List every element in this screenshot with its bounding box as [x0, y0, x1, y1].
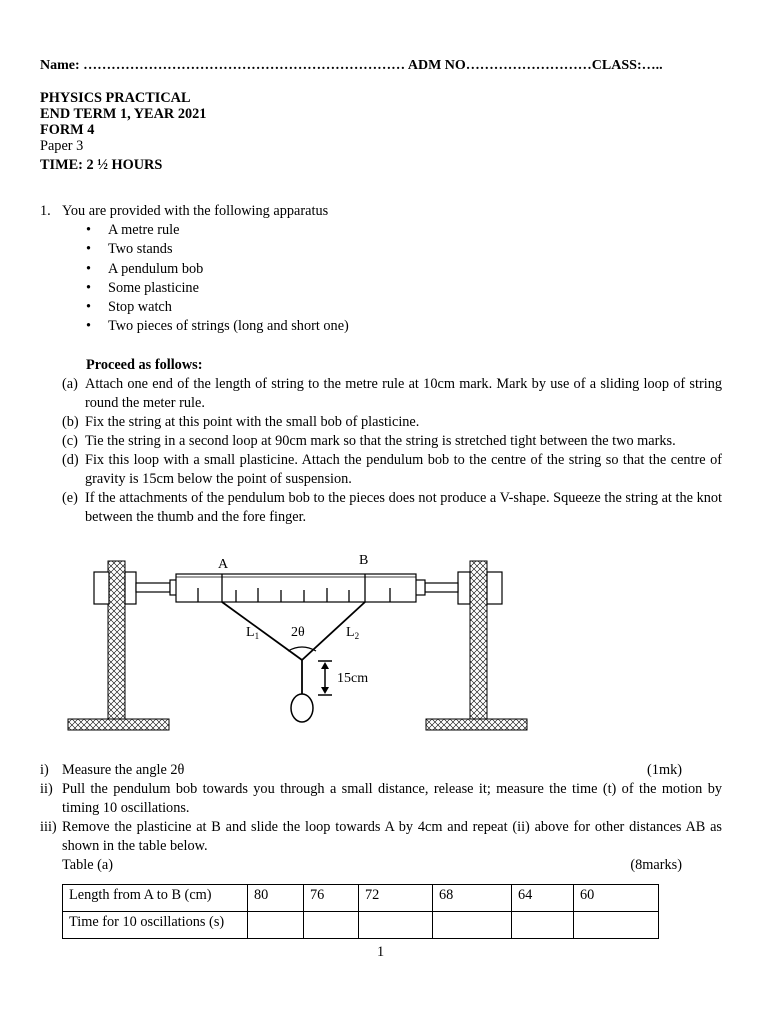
page-number: 1 — [377, 944, 385, 960]
bullet-icon: • — [86, 260, 92, 277]
table-cell: 68 — [433, 885, 512, 912]
row-header: Length from A to B (cm) — [63, 885, 248, 912]
table-cell: 64 — [512, 885, 574, 912]
student-details-line: Name: …………………………………………………………… ADM NO………………………CLASS:….. — [40, 58, 663, 73]
procedure-step: (c) Tie the string in a second loop at 90cm mark so that the string is stretched tight between the two marks. — [62, 433, 676, 449]
list-item: • Two stands — [86, 241, 173, 258]
metre-rule — [176, 574, 416, 602]
list-item: • Two pieces of strings (long and short one) — [86, 318, 349, 335]
table-row — [63, 912, 659, 939]
table-cell[interactable] — [359, 912, 433, 939]
bullet-icon: • — [86, 279, 92, 296]
marks-label: (1mk) — [647, 762, 682, 778]
table-cell: 60 — [574, 885, 659, 912]
question-parts — [40, 761, 722, 875]
marks-label: (8marks) — [630, 857, 682, 873]
exam-paper: Paper 3 — [40, 138, 84, 154]
question-number: 1. — [40, 203, 51, 219]
bullet-icon: • — [86, 222, 92, 238]
procedure-step: (d) Fix this loop with a small plasticine. Attach the pendulum bob to the centre of the string so that the centre of gravity is 15cm below the point of suspension. — [62, 452, 722, 487]
left-stand — [68, 561, 186, 730]
exam-form: FORM 4 — [40, 122, 95, 138]
pendulum-bob — [291, 694, 313, 722]
table-cell[interactable] — [304, 912, 359, 939]
l1-label: $L_1$ — [246, 625, 260, 641]
question-part: iii) Remove the plasticine at B and slide the loop towards A by 4cm and repeat (ii) above for other distances AB as shown in the table below. — [40, 819, 722, 854]
procedure-step: (e) If the attachments of the pendulum bob to the pieces does not produce a V-shape. Squeeze the string at the knot between the thumb and the fore finger. — [62, 490, 722, 525]
table-cell: 76 — [304, 885, 359, 912]
question-part: ii) Pull the pendulum bob towards you through a small distance, release it; measure the time (t) of the motion by timing 10 oscillations. — [40, 781, 722, 816]
point-b-label: B — [359, 553, 369, 568]
apparatus-list — [86, 221, 386, 337]
point-a-label: A — [218, 557, 229, 572]
exam-title: PHYSICS PRACTICAL — [40, 90, 191, 106]
l2-label: $L_2$ — [346, 625, 360, 641]
bullet-icon: • — [86, 299, 92, 316]
bullet-icon: • — [86, 318, 92, 335]
row-header: Time for 10 oscillations (s) — [63, 912, 248, 939]
table-cell[interactable] — [574, 912, 659, 939]
apparatus-diagram — [60, 545, 540, 740]
list-item: • A pendulum bob — [86, 260, 204, 277]
right-stand — [408, 561, 527, 730]
question-part: i) Measure the angle 2θ (1mk) — [40, 762, 682, 778]
distance-label: 15cm — [337, 671, 369, 686]
table-cell[interactable] — [248, 912, 304, 939]
table-cell[interactable] — [512, 912, 574, 939]
table-caption: Table (a) — [62, 857, 113, 873]
list-item: • Some plasticine — [86, 279, 199, 296]
table-cell: 72 — [359, 885, 433, 912]
procedure-step: (a) Attach one end of the length of string to the metre rule at 10cm mark. Mark by use of a sliding loop of string round the meter rule. — [62, 376, 722, 411]
procedure-steps — [62, 375, 722, 527]
exam-time: TIME: 2 ½ HOURS — [40, 157, 163, 173]
angle-label: 2θ — [291, 625, 305, 640]
list-item: • A metre rule — [86, 222, 180, 238]
results-table — [62, 884, 659, 939]
proceed-heading: Proceed as follows: — [86, 357, 203, 373]
exam-term: END TERM 1, YEAR 2021 — [40, 106, 207, 122]
question-intro: You are provided with the following apparatus — [62, 203, 329, 219]
bullet-icon: • — [86, 241, 92, 258]
table-cell: 80 — [248, 885, 304, 912]
procedure-step: (b) Fix the string at this point with the small bob of plasticine. — [62, 414, 420, 430]
distance-arrow — [318, 661, 332, 695]
table-row — [63, 885, 659, 912]
table-caption-row — [40, 856, 722, 875]
list-item: • Stop watch — [86, 299, 172, 316]
table-cell[interactable] — [433, 912, 512, 939]
